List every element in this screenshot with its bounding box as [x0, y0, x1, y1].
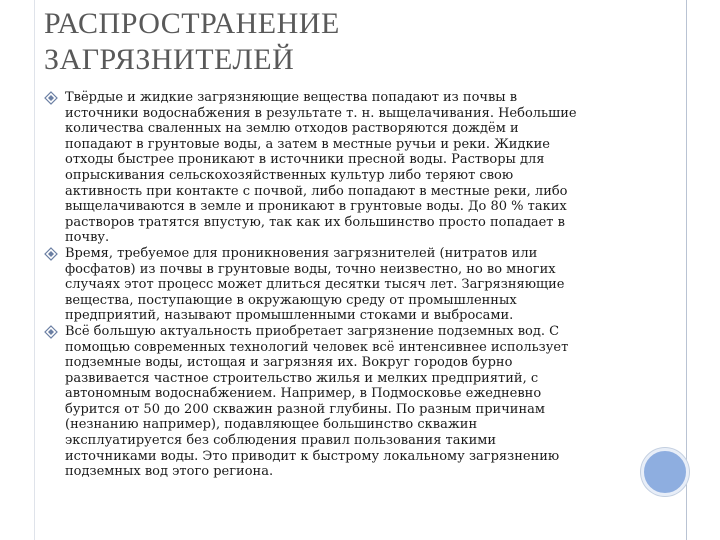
- bullet-3-line-1: Всё большую актуальность приобретает загрязнение подземных вод. С: [65, 323, 560, 339]
- bullet-2-line-3: случаях этот процесс может длиться десятки тысяч лет. Загрязняющие: [65, 277, 565, 293]
- bullet-2-line-1: Время, требуемое для проникновения загрязнителей (нитратов или: [65, 245, 538, 261]
- bullet-item-1: [44, 90, 694, 246]
- bullet-3-line-10: подземных вод этого региона.: [65, 464, 274, 480]
- bullet-item-2: [44, 246, 694, 324]
- fleuron-bullet-icon: [44, 325, 58, 339]
- slide-title-line-1: РАСПРОСТРАНЕНИЕ: [44, 7, 340, 40]
- decorative-circle: [641, 448, 689, 496]
- bullet-text-1: [65, 90, 694, 246]
- bullet-3-line-8: эксплуатируется без соблюдения правил пользования такими: [65, 433, 497, 449]
- bullet-3-line-2: помощью современных технологий человек всё интенсивнее использует: [65, 339, 569, 355]
- bullet-1-line-8: выщелачиваются в земле и проникают в грунтовые воды. До 80 % таких: [65, 199, 567, 215]
- bullet-text-2: [65, 246, 694, 324]
- bullet-1-line-7: активность при контакте с почвой, либо попадают в местные реки, либо: [65, 183, 568, 199]
- bullet-3-line-5: автономным водоснабжением. Например, в Подмосковье ежедневно: [65, 386, 542, 402]
- bullet-3-line-9: источниками воды. Это приводит к быстрому локальному загрязнению: [65, 448, 560, 464]
- bullet-1-line-3: количества сваленных на землю отходов растворяются дождём и: [65, 121, 519, 137]
- bullet-list: [44, 90, 694, 480]
- bullet-1-line-10: почву.: [65, 230, 110, 246]
- fleuron-bullet-icon: [44, 247, 58, 261]
- bullet-item-3: [44, 324, 694, 480]
- bullet-3-line-7: (незнанию например), подавляющее большинство скважин: [65, 417, 478, 433]
- bullet-2-line-4: вещества, поступающие в окружающую среду от промышленных: [65, 292, 517, 308]
- slide-title: [44, 6, 664, 78]
- bullet-text-3: [65, 324, 694, 480]
- bullet-1-line-9: растворов тратятся впустую, так как их большинство просто попадает в: [65, 214, 565, 230]
- bullet-1-line-2: источники водоснабжения в результате т. н. выщелачивания. Небольшие: [65, 105, 577, 121]
- bullet-1-line-4: попадают в грунтовые воды, а затем в местные ручьи и реки. Жидкие: [65, 136, 550, 152]
- bullet-1-line-5: отходы быстрее проникают в источники пресной воды. Растворы для: [65, 152, 545, 168]
- slide-title-line-2: ЗАГРЯЗНИТЕЛЕЙ: [44, 43, 295, 76]
- fleuron-bullet-icon: [44, 91, 58, 105]
- frame-line-left: [34, 0, 35, 540]
- bullet-2-line-2: фосфатов) из почвы в грунтовые воды, точно неизвестно, но во многих: [65, 261, 556, 277]
- bullet-3-line-4: развивается частное строительство жилья и мелких предприятий, с: [65, 370, 539, 386]
- bullet-1-line-1: Твёрдые и жидкие загрязняющие вещества попадают из почвы в: [65, 90, 518, 105]
- bullet-1-line-6: опрыскивания сельскохозяйственных культур либо теряют свою: [65, 167, 514, 183]
- bullet-3-line-6: бурится от 50 до 200 скважин разной глубины. По разным причинам: [65, 401, 545, 417]
- bullet-2-line-5: предприятий, называют промышленными стоками и выбросами.: [65, 308, 514, 324]
- bullet-3-line-3: подземные воды, истощая и загрязняя их. Вокруг городов бурно: [65, 355, 513, 371]
